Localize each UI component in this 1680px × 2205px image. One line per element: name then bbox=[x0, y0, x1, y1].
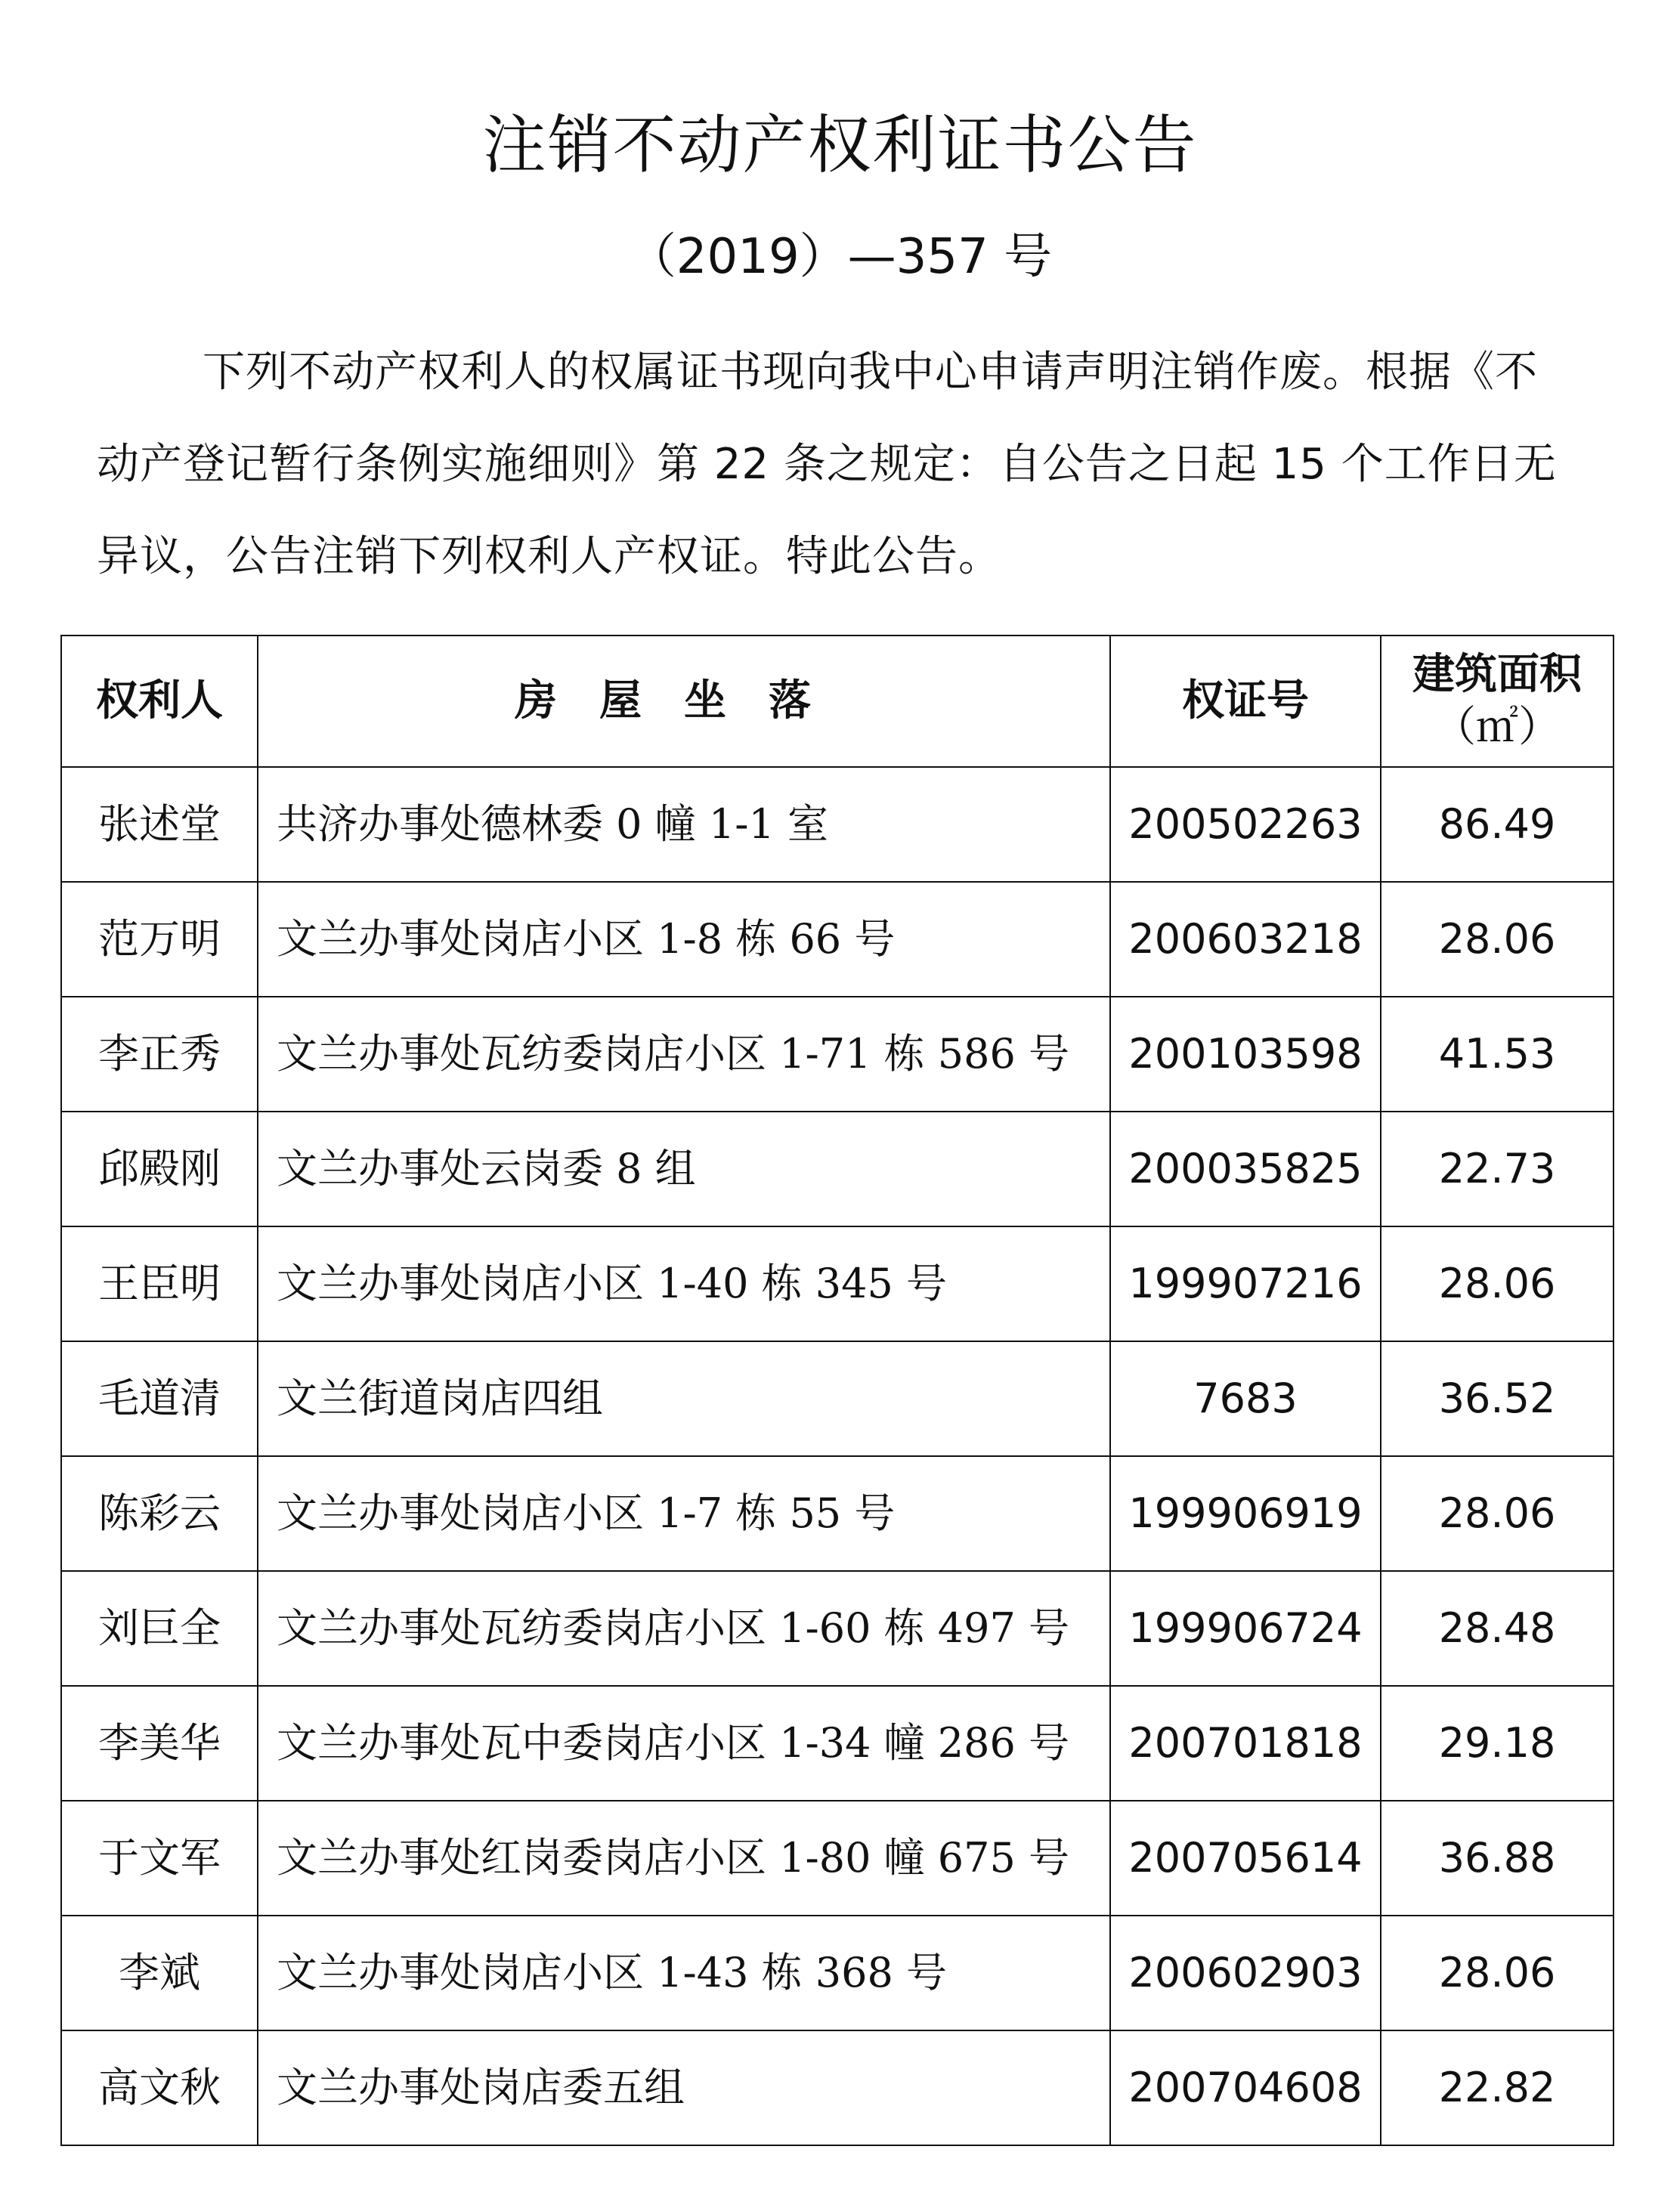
cell-name: 于文军 bbox=[61, 1801, 258, 1916]
cell-cert-no: 200035825 bbox=[1110, 1112, 1381, 1226]
header-area-label: 建筑面积 bbox=[1412, 650, 1582, 699]
cell-area: 28.06 bbox=[1381, 1226, 1613, 1341]
cell-cert-no: 200103598 bbox=[1110, 997, 1381, 1112]
table-row bbox=[61, 1341, 1613, 1456]
cell-name: 王臣明 bbox=[61, 1226, 258, 1341]
cell-address: 共济办事处德林委 0 幢 1-1 室 bbox=[258, 767, 1110, 882]
cell-area: 36.52 bbox=[1381, 1341, 1613, 1456]
cell-area: 28.06 bbox=[1381, 1916, 1613, 2030]
cell-area: 28.48 bbox=[1381, 1571, 1613, 1686]
table-row bbox=[61, 2030, 1613, 2145]
table-row bbox=[61, 997, 1613, 1112]
cell-cert-no: 199907216 bbox=[1110, 1226, 1381, 1341]
cell-address: 文兰办事处岗店小区 1-43 栋 368 号 bbox=[258, 1916, 1110, 2030]
cell-area: 28.06 bbox=[1381, 1456, 1613, 1571]
cell-area: 22.73 bbox=[1381, 1112, 1613, 1226]
cell-area: 28.06 bbox=[1381, 882, 1613, 997]
cell-cert-no: 200502263 bbox=[1110, 767, 1381, 882]
cell-cert-no: 199906724 bbox=[1110, 1571, 1381, 1686]
cell-cert-no: 200701818 bbox=[1110, 1686, 1381, 1801]
header-cert-no: 权证号 bbox=[1110, 636, 1381, 767]
cell-name: 高文秋 bbox=[61, 2030, 258, 2145]
header-area-unit: （㎡） bbox=[1434, 703, 1561, 752]
cell-cert-no: 200603218 bbox=[1110, 882, 1381, 997]
cell-name: 刘巨全 bbox=[61, 1571, 258, 1686]
cell-area: 86.49 bbox=[1381, 767, 1613, 882]
cell-address: 文兰办事处岗店小区 1-8 栋 66 号 bbox=[258, 882, 1110, 997]
cell-cert-no: 200704608 bbox=[1110, 2030, 1381, 2145]
table-row bbox=[61, 882, 1613, 997]
cell-cert-no: 7683 bbox=[1110, 1341, 1381, 1456]
document-number: （2019）—357 号 bbox=[627, 229, 1053, 285]
table-row bbox=[61, 1916, 1613, 2030]
cell-cert-no: 200705614 bbox=[1110, 1801, 1381, 1916]
header-name: 权利人 bbox=[61, 636, 258, 767]
certificate-table bbox=[60, 635, 1614, 2146]
cell-name: 张述堂 bbox=[61, 767, 258, 882]
cell-address: 文兰办事处红岗委岗店小区 1-80 幢 675 号 bbox=[258, 1801, 1110, 1916]
cell-cert-no: 200602903 bbox=[1110, 1916, 1381, 2030]
cell-area: 22.82 bbox=[1381, 2030, 1613, 2145]
notice-title: 注销不动产权利证书公告 bbox=[482, 108, 1198, 182]
cell-name: 邱殿刚 bbox=[61, 1112, 258, 1226]
header-address: 房屋坐落 bbox=[258, 636, 1110, 767]
cell-area: 36.88 bbox=[1381, 1801, 1613, 1916]
table-row bbox=[61, 1686, 1613, 1801]
cell-name: 李斌 bbox=[61, 1916, 258, 2030]
notice-body-text: 下列不动产权利人的权属证书现向我中心申请声明注销作废。根据《不动产登记暂行条例实施细则》第 22 条之规定：自公告之日起 15 个工作日无异议，公告注销下列权利人产权证。特此公告。 bbox=[97, 348, 1557, 581]
header-area bbox=[1381, 636, 1613, 767]
cell-address: 文兰办事处岗店委五组 bbox=[258, 2030, 1110, 2145]
cell-address: 文兰办事处岗店小区 1-40 栋 345 号 bbox=[258, 1226, 1110, 1341]
table-body bbox=[61, 767, 1613, 2145]
cell-name: 李美华 bbox=[61, 1686, 258, 1801]
table-row bbox=[61, 767, 1613, 882]
cell-address: 文兰办事处瓦纺委岗店小区 1-71 栋 586 号 bbox=[258, 997, 1110, 1112]
cell-address: 文兰办事处岗店小区 1-7 栋 55 号 bbox=[258, 1456, 1110, 1571]
table-header-row bbox=[61, 636, 1613, 767]
cell-cert-no: 199906919 bbox=[1110, 1456, 1381, 1571]
cell-address: 文兰办事处瓦中委岗店小区 1-34 幢 286 号 bbox=[258, 1686, 1110, 1801]
cell-address: 文兰办事处云岗委 8 组 bbox=[258, 1112, 1110, 1226]
cell-name: 范万明 bbox=[61, 882, 258, 997]
table-row bbox=[61, 1112, 1613, 1226]
certificate-table-container bbox=[60, 635, 1613, 2146]
cell-name: 陈彩云 bbox=[61, 1456, 258, 1571]
cell-area: 29.18 bbox=[1381, 1686, 1613, 1801]
cell-name: 李正秀 bbox=[61, 997, 258, 1112]
cell-name: 毛道清 bbox=[61, 1341, 258, 1456]
cell-address: 文兰办事处瓦纺委岗店小区 1-60 栋 497 号 bbox=[258, 1571, 1110, 1686]
cell-area: 41.53 bbox=[1381, 997, 1613, 1112]
table-row bbox=[61, 1456, 1613, 1571]
table-row bbox=[61, 1571, 1613, 1686]
cell-address: 文兰街道岗店四组 bbox=[258, 1341, 1110, 1456]
table-row bbox=[61, 1801, 1613, 1916]
table-row bbox=[61, 1226, 1613, 1341]
